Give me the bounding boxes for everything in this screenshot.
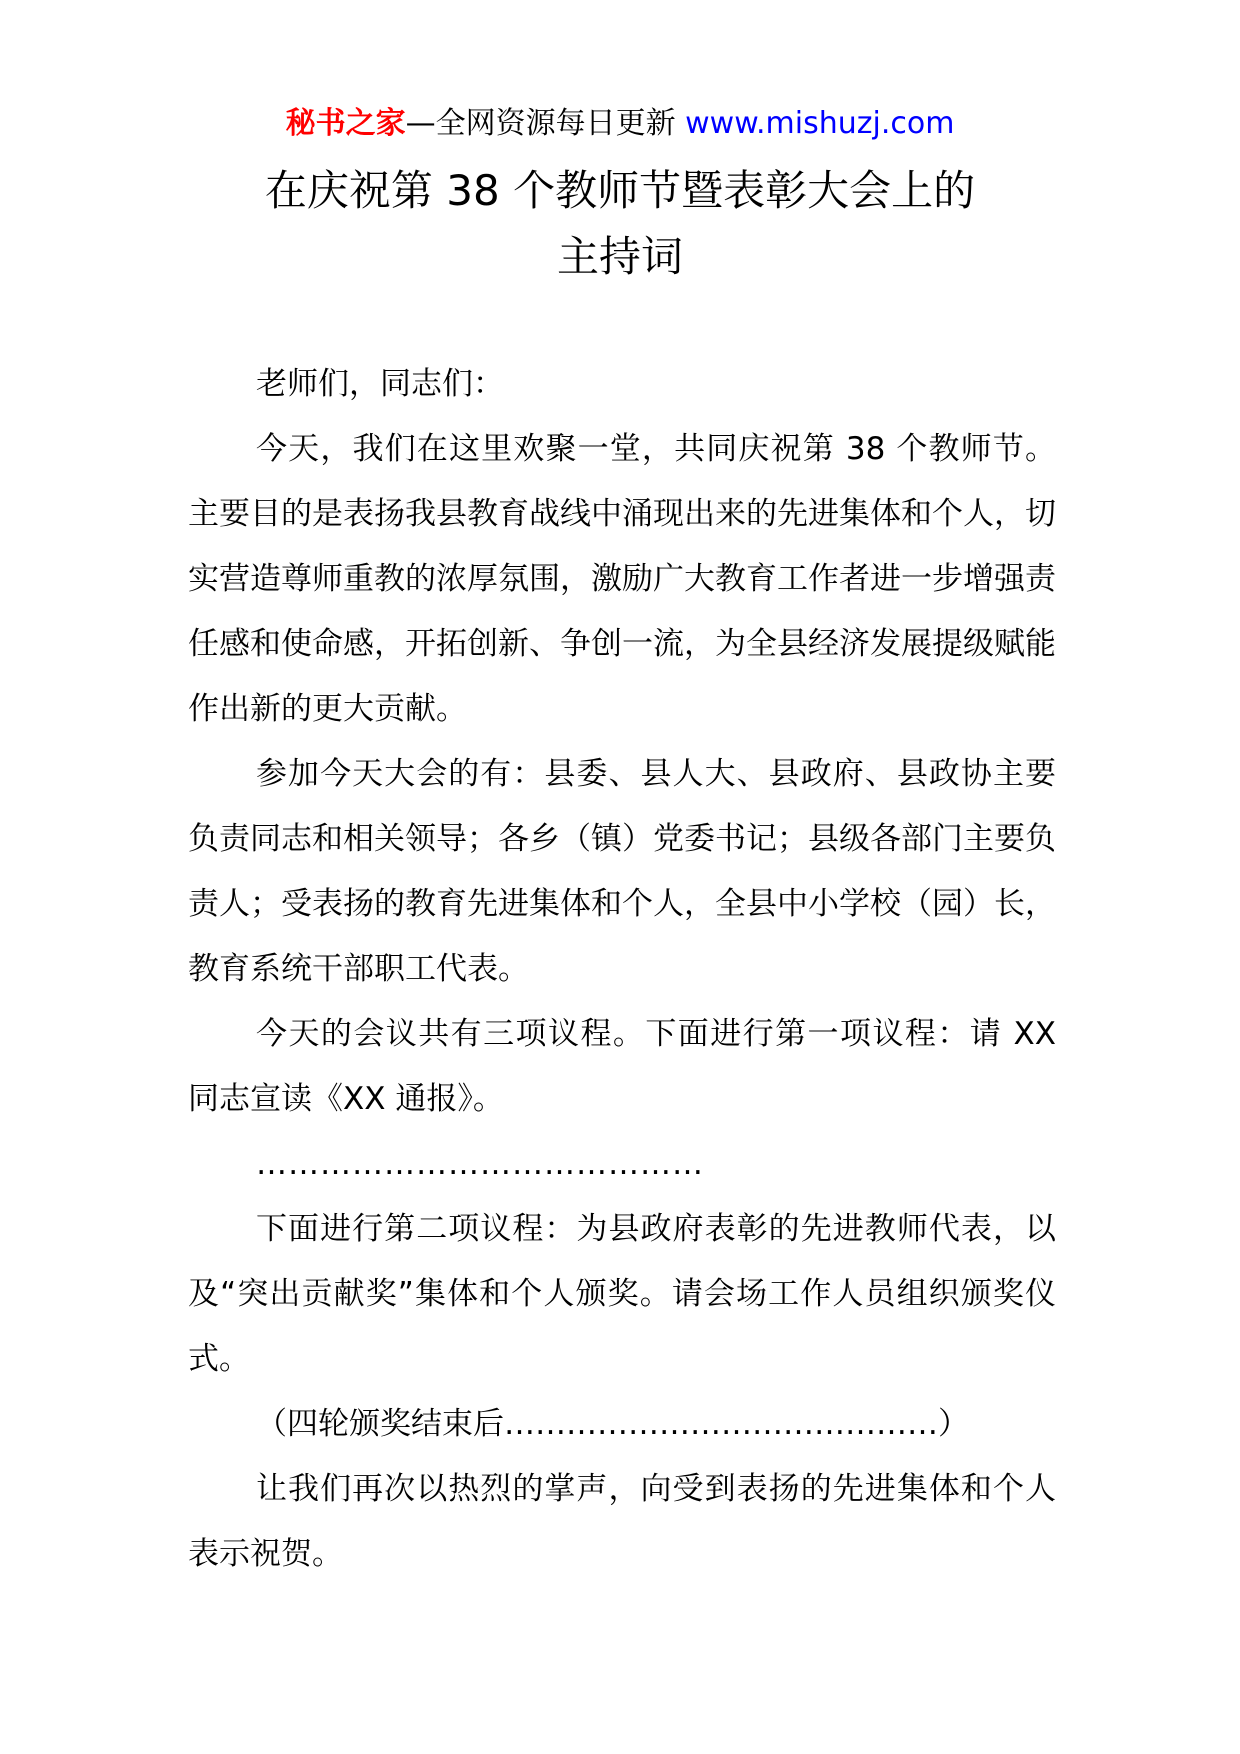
- paragraph-agenda-two: 下面进行第二项议程：为县政府表彰的先进教师代表，以及“突出贡献奖”集体和个人颁奖。请会场工作人员组织颁奖仪式。: [188, 1211, 1056, 1377]
- header-tagline: —全网资源每日更新: [405, 106, 686, 141]
- document-body: [188, 352, 1056, 1587]
- site-url-link[interactable]: www.mishuzj.com: [685, 106, 955, 141]
- brand-name: 秘书之家: [285, 106, 406, 141]
- paragraph-opening: 今天，我们在这里欢聚一堂，共同庆祝第 38 个教师节。主要目的是表扬我县教育战线中涌现出来的先进集体和个人，切实营造尊师重教的浓厚氛围，激励广大教育工作者进一步增强责任感和使命感，开拓创新、争创一流，为全县经济发展提级赋能作出新的更大贡献。: [188, 431, 1056, 727]
- title-line-2: 主持词: [556, 232, 683, 281]
- document-title: [0, 158, 1240, 290]
- paragraph-salutation: 老师们，同志们：: [256, 366, 504, 402]
- site-header: [0, 100, 1240, 148]
- paragraph-agenda-one: 今天的会议共有三项议程。下面进行第一项议程：请 XX 同志宣读《XX 通报》。: [188, 1016, 1056, 1117]
- paragraph-ellipsis: ……………………………………: [256, 1146, 704, 1182]
- paragraph-attendees: 参加今天大会的有：县委、县人大、县政府、县政协主要负责同志和相关领导；各乡（镇）党委书记；县级各部门主要负责人；受表扬的教育先进集体和个人，全县中小学校（园）长，教育系统干部职工代表。: [188, 756, 1056, 987]
- paragraph-congratulation: 让我们再次以热烈的掌声，向受到表扬的先进集体和个人表示祝贺。: [188, 1471, 1056, 1572]
- paragraph-award-note: （四轮颁奖结束后……………………………………）: [256, 1406, 969, 1442]
- title-line-1: 在庆祝第 38 个教师节暨表彰大会上的: [264, 166, 976, 215]
